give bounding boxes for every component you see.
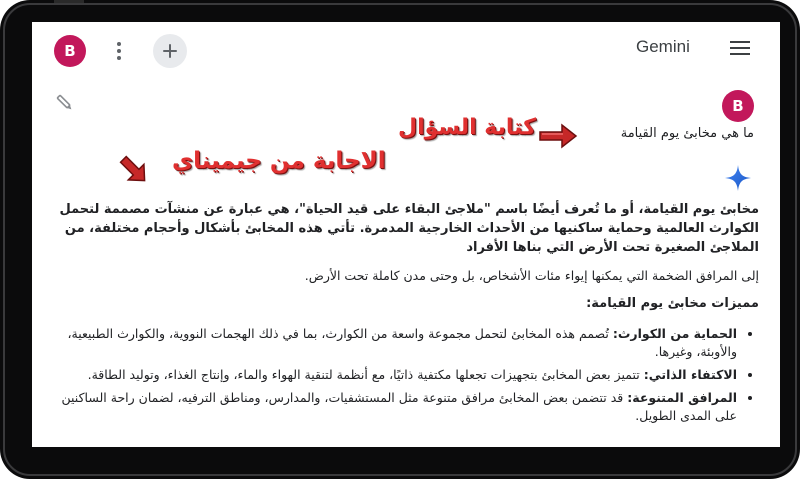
feature-title: المرافق المتنوعة:: [627, 390, 737, 405]
feature-title: الحماية من الكوارث:: [612, 326, 737, 341]
user-avatar: B: [722, 90, 754, 122]
gemini-answer: [52, 200, 759, 430]
top-bar: [32, 22, 780, 74]
user-question: ما هي مخابئ يوم القيامة: [620, 126, 754, 141]
app-title: Gemini: [636, 37, 690, 56]
more-options-icon[interactable]: [112, 38, 126, 64]
plus-icon: [162, 43, 178, 59]
features-heading: مميزات مخابئ يوم القيامة:: [586, 296, 759, 311]
account-avatar[interactable]: B: [54, 35, 86, 67]
menu-icon[interactable]: [730, 41, 750, 55]
device-button: [54, 0, 84, 3]
feature-text: تُصمم هذه المخابئ لتحمل مجموعة واسعة من الكوارث، بما في ذلك الهجمات النووية، والكوارث الطبيعية، والأوبئة، وغيرها.: [67, 326, 737, 359]
gemini-sparkle-icon: [724, 164, 752, 192]
new-chat-button[interactable]: [153, 34, 187, 68]
answer-paragraph: إلى المرافق الضخمة التي يمكنها إيواء مئات الأشخاص، بل وحتى مدن كاملة تحت الأرض.: [304, 268, 759, 283]
arrow-down-right-icon: [118, 154, 150, 186]
feature-text: قد تتضمن بعض المخابئ مرافق متنوعة مثل المستشفيات، والمدارس، ومناطق الترفيه، لضمان راحة الساكنين على المدى الطويل.: [61, 390, 737, 423]
arrow-right-icon: [538, 122, 578, 150]
feature-title: الاكتفاء الذاتي:: [643, 367, 737, 382]
feature-item: [52, 325, 737, 361]
edit-pencil-icon[interactable]: [54, 92, 76, 114]
answer-intro: مخابئ يوم القيامة، أو ما تُعرف أيضًا باسم "ملاجئ البقاء على قيد الحياة"، هي عبارة عن منشآت مصممة لتحمل الكوارث العالمية وحماية ساكنيها من الأحداث الخارجية المدمرة. تأتي هذه المخابئ بأشكال وأحجام مختلفة، من الملاجئ الصغيرة تحت الأرض التي بناها الأفراد: [59, 202, 759, 255]
annotation-answer-label: الاجابة من جيميناي: [172, 148, 386, 174]
annotation-question-label: كتابة السؤال: [398, 115, 536, 140]
features-list: [52, 325, 759, 425]
feature-item: [52, 366, 737, 384]
feature-item: [52, 389, 737, 425]
feature-text: تتميز بعض المخابئ بتجهيزات تجعلها مكتفية ذاتيًا، مع أنظمة لتنقية الهواء والماء، وإنتاج الغذاء، وتوليد الطاقة.: [87, 367, 644, 382]
app-screen: [32, 22, 780, 447]
